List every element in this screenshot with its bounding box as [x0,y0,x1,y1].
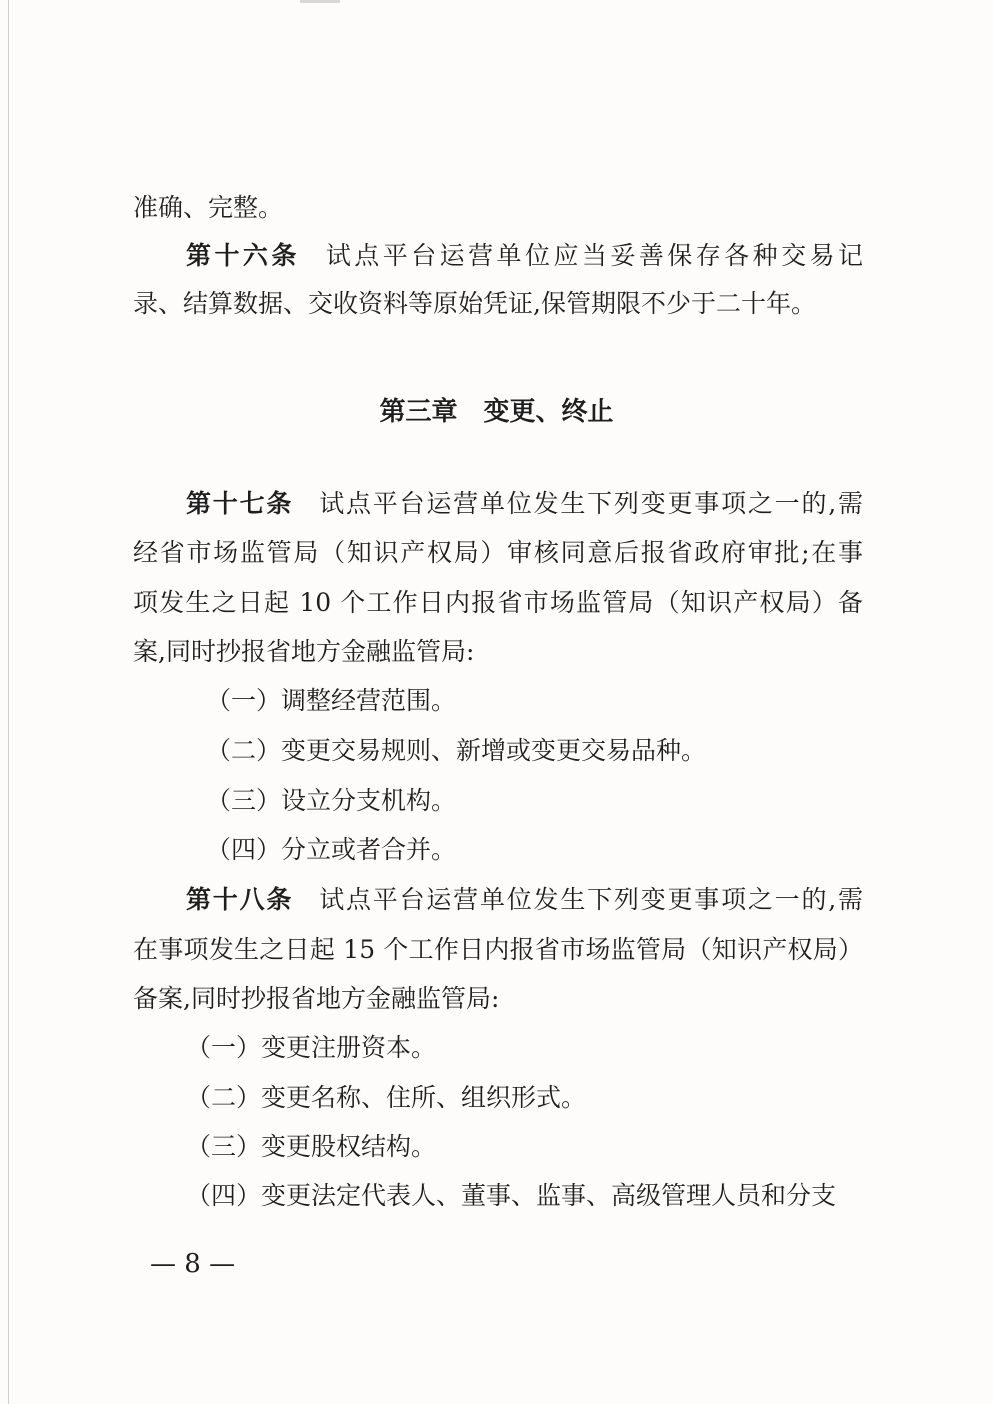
article18-paragraph-line1 [186,884,863,916]
article17-paragraph-line1 [186,488,863,520]
article18-item-3: （三）变更股权结构。 [186,1132,437,1161]
article17-text-line3: 项发生之日起 10 个工作日内报省市场监管局（知识产权局）备 [133,588,863,617]
scan-edge-line [8,0,9,1404]
article16-text-line1: 试点平台运营单位应当妥善保存各种交易记 [325,241,863,270]
article18-heading: 第十八条 [186,885,294,914]
article17-text-line2: 经省市场监管局（知识产权局）审核同意后报省政府审批;在事 [133,538,863,567]
article17-item-2: （二）变更交易规则、新增或变更交易品种。 [206,736,707,765]
article17-item-3: （三）设立分支机构。 [206,786,457,815]
page-number: — 8 — [150,1249,236,1279]
article17-item-1: （一）调整经营范围。 [206,686,457,715]
article18-text-line2: 在事项发生之日起 15 个工作日内报省市场监管局（知识产权局） [133,935,863,964]
article17-item-4: （四）分立或者合并。 [206,835,457,864]
article18-item-4: （四）变更法定代表人、董事、监事、高级管理人员和分支 [186,1181,837,1210]
article18-text-line3: 备案,同时抄报省地方金融监管局: [133,984,500,1013]
article18-item-1: （一）变更注册资本。 [186,1033,437,1062]
article16-heading: 第十六条 [186,241,300,270]
article17-text-line1: 试点平台运营单位发生下列变更事项之一的,需 [319,489,863,518]
article16-paragraph-line1 [186,240,863,272]
scan-top-mark [300,0,340,3]
article18-text-line1: 试点平台运营单位发生下列变更事项之一的,需 [319,885,863,914]
chapter3-title: 第三章 变更、终止 [379,397,614,427]
article15-tail-text: 准确、完整。 [133,193,284,222]
article16-text-line2: 录、结算数据、交收资料等原始凭证,保管期限不少于二十年。 [133,289,816,318]
article17-text-line4: 案,同时抄报省地方金融监管局: [133,637,475,666]
article18-item-2: （二）变更名称、住所、组织形式。 [186,1083,587,1112]
article17-heading: 第十七条 [186,489,294,518]
